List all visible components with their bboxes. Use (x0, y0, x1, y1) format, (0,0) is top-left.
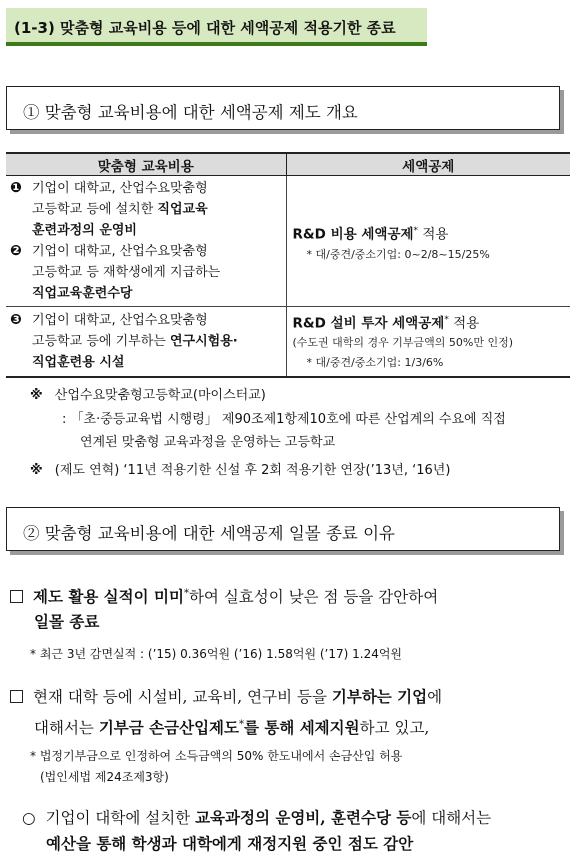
item-text: 고등학교 등 재학생에게 지급하는 (32, 265, 221, 280)
paragraph-text-bold: 일몰 종료 (34, 612, 100, 631)
item-text: 기업이 대학교, 산업수요맞춤형 (32, 181, 208, 196)
item-number: ❶ (10, 180, 22, 196)
paragraph-1 (10, 580, 438, 611)
header-title: (1-3) 맞춤형 교육비용 등에 대한 세액공제 적용기한 종료 (14, 19, 396, 37)
item-number: ❷ (10, 243, 22, 259)
section1-title-box (6, 86, 560, 130)
item-text: 기업이 대학교, 산업수요맞춤형 (32, 312, 208, 328)
paragraph-bold: 교육과정의 운영비, 훈련수당 등 (195, 808, 412, 827)
footnote-text: * 최근 3년 감면실적 : (’15) 0.36억원 (’16) 1.58억원 (’17) 1.24억원 (30, 647, 403, 661)
list-item (10, 241, 282, 304)
table-header-education-cost: 맞춤형 교육비용 (6, 153, 286, 176)
reference-mark: ※ (30, 463, 43, 478)
rd-cost-credit (293, 220, 567, 246)
footnote-mark: * (413, 226, 419, 237)
table-row (6, 307, 570, 377)
rd-facility-tail: 적용 (448, 315, 480, 332)
paragraph-text: 현재 대학 등에 시설비, 교육비, 연구비 등을 (33, 688, 332, 706)
section2-title-box (6, 507, 560, 551)
paragraph-text: 대해서는 (34, 719, 99, 738)
rd-facility-credit (293, 310, 567, 334)
rd-cost-tail: 적용 (418, 226, 449, 243)
note-text: 산업수요맞춤형고등학교(마이스터교) (54, 388, 266, 403)
footnote-text: * 법정기부금으로 인정하여 소득금액의 50% 한도내에서 손금산입 허용 (30, 749, 403, 763)
item-text-bold: 연구시험용· (169, 333, 238, 349)
rd-cost-note: * 대/중견/중소기업: 0~2/8~15/25% (306, 247, 490, 261)
rd-facility-label: R&D 설비 투자 세액공제 (292, 315, 445, 332)
rd-facility-paren: (수도권 대학의 경우 기부금액의 50%만 인정) (292, 335, 514, 349)
paragraph-2-line2 (34, 711, 429, 742)
tax-credit-table (6, 152, 570, 378)
paragraph-2 (10, 683, 442, 711)
section2-title: ② 맞춤형 교육비용에 대한 세액공제 일몰 종료 이유 (23, 524, 395, 543)
section1-title: ① 맞춤형 교육비용에 대한 세액공제 제도 개요 (23, 103, 358, 122)
paragraph-bold: 를 통해 세제지원 (243, 718, 360, 738)
note-history (30, 459, 450, 478)
item-text-bold: 훈련과정의 운영비 (32, 223, 137, 238)
item-text-bold: 직업교육훈련수당 (32, 286, 133, 301)
note-text: (제도 연혁) ‘11년 적용기한 신설 후 2회 적용기한 연장(’13년, ‘16년) (54, 463, 451, 478)
footnote-mark: * (238, 719, 244, 730)
item-text: 고등학교 등에 기부하는 (32, 333, 170, 349)
table-row (6, 176, 570, 307)
section-header-banner (6, 8, 427, 46)
item-text-bold: 직업훈련용 시설 (32, 354, 125, 370)
paragraph-text: 에 대해서는 (411, 809, 492, 827)
footnote-mark: * (444, 315, 449, 325)
item-text-bold: 직업교육 (157, 202, 208, 217)
note-detail-line1: : 「초·중등교육법 시행령」 제90조제1항제10호에 따른 산업계의 수요에 직접 (62, 412, 506, 427)
bullet-circle-icon: ○ (22, 809, 36, 827)
paragraph-text: 기업이 대학에 설치한 (45, 809, 196, 827)
table-header-tax-credit: 세액공제 (286, 153, 570, 176)
footnote-text: (법인세법 제24조제3항) (40, 770, 169, 784)
rd-facility-note: * 대/중견/중소기업: 1/3/6% (306, 355, 444, 369)
paragraph-text-bold: 예산을 통해 학생과 대학에게 재정지원 중인 점도 감안 (46, 834, 414, 853)
paragraph-bold: 제도 활용 실적이 미미 (33, 587, 184, 607)
paragraph-3 (22, 804, 491, 832)
list-item (10, 310, 282, 373)
paragraph-text: 하고 있고, (359, 719, 430, 738)
paragraph-text: 에 (427, 688, 443, 706)
item-number: ❸ (10, 311, 22, 328)
paragraph-text: 하여 실효성이 낮은 점 등을 감안하여 (188, 588, 439, 607)
note-meister-school (30, 384, 266, 403)
paragraph-bold: 기부금 손금산입제도 (98, 718, 239, 738)
list-item (10, 178, 282, 241)
paragraph-bold: 기부하는 기업 (331, 687, 428, 706)
checkbox-square-icon (10, 590, 23, 603)
reference-mark: ※ (30, 388, 43, 403)
note-detail-line2: 연계된 맞춤형 교육과정을 운영하는 고등학교 (80, 435, 336, 450)
rd-cost-label: R&D 비용 세액공제 (292, 226, 414, 243)
checkbox-square-icon (10, 690, 23, 703)
item-text: 기업이 대학교, 산업수요맞춤형 (32, 244, 208, 259)
item-text: 고등학교 등에 설치한 (32, 202, 158, 217)
footnote-mark: * (183, 588, 189, 599)
